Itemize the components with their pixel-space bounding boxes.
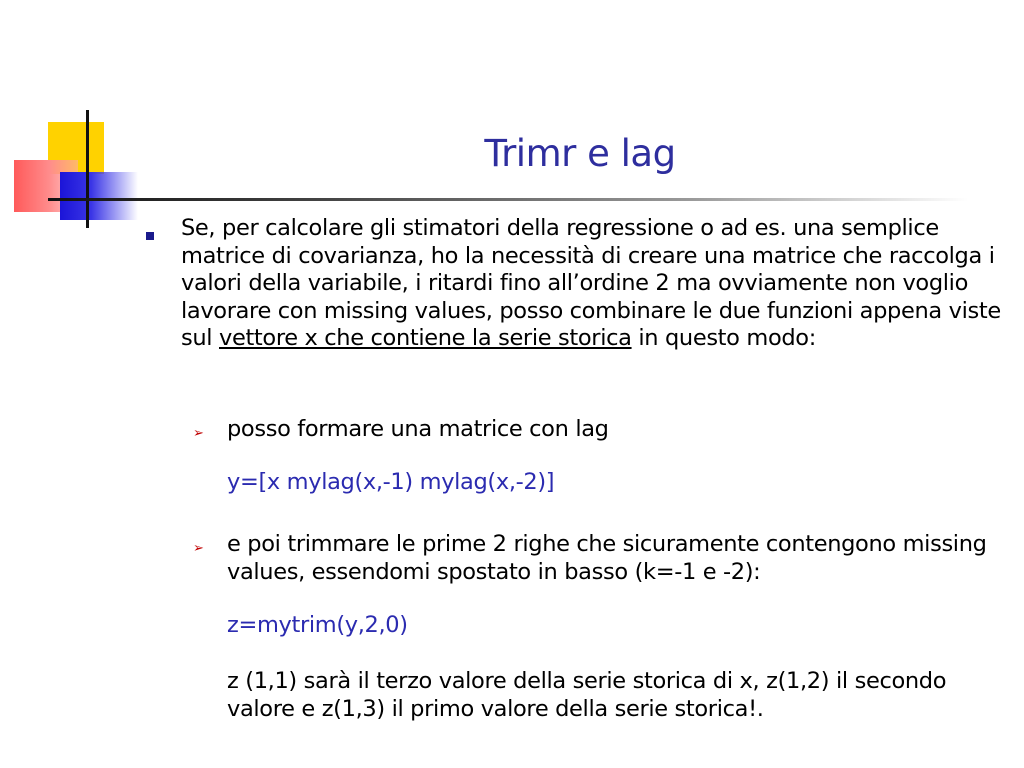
- sub-bullet-2-code: z=mytrim(y,2,0): [227, 612, 408, 638]
- sub-bullet-1-text: posso formare una matrice con lag: [227, 416, 609, 442]
- sub-bullet-2-note: z (1,1) sarà il terzo valore della serie storica di x, z(1,2) il secondo valore e z(1,3) il primo valore della serie storica!.: [227, 668, 947, 722]
- square-bullet-icon: [146, 232, 154, 240]
- sub-bullet-2-text: e poi trimmare le prime 2 righe che sicuramente contengono missing values, essendomi spostato in basso (k=-1 e -2):: [227, 531, 987, 585]
- main-bullet-text-after: in questo modo:: [631, 325, 816, 351]
- chevron-right-icon: ➢: [193, 426, 204, 441]
- chevron-right-icon: ➢: [193, 541, 204, 556]
- sub-bullet-1-code: y=[x mylag(x,-1) mylag(x,-2)]: [227, 469, 555, 495]
- main-bullet-text: [181, 215, 1003, 353]
- main-bullet-text-before: Se, per calcolare gli stimatori della regressione o ad es. una semplice matrice di covarianza, ho la necessità di creare una matrice che raccolga i valori della variabile, i ritardi fino all’ordine 2 ma ovviamente non voglio lavorare con missing values, posso combinare le due funzioni appena viste sul: [181, 215, 1001, 351]
- slide-title: Trimr e lag: [484, 132, 676, 175]
- main-bullet-underlined-text: vettore x che contiene la serie storica: [219, 325, 632, 351]
